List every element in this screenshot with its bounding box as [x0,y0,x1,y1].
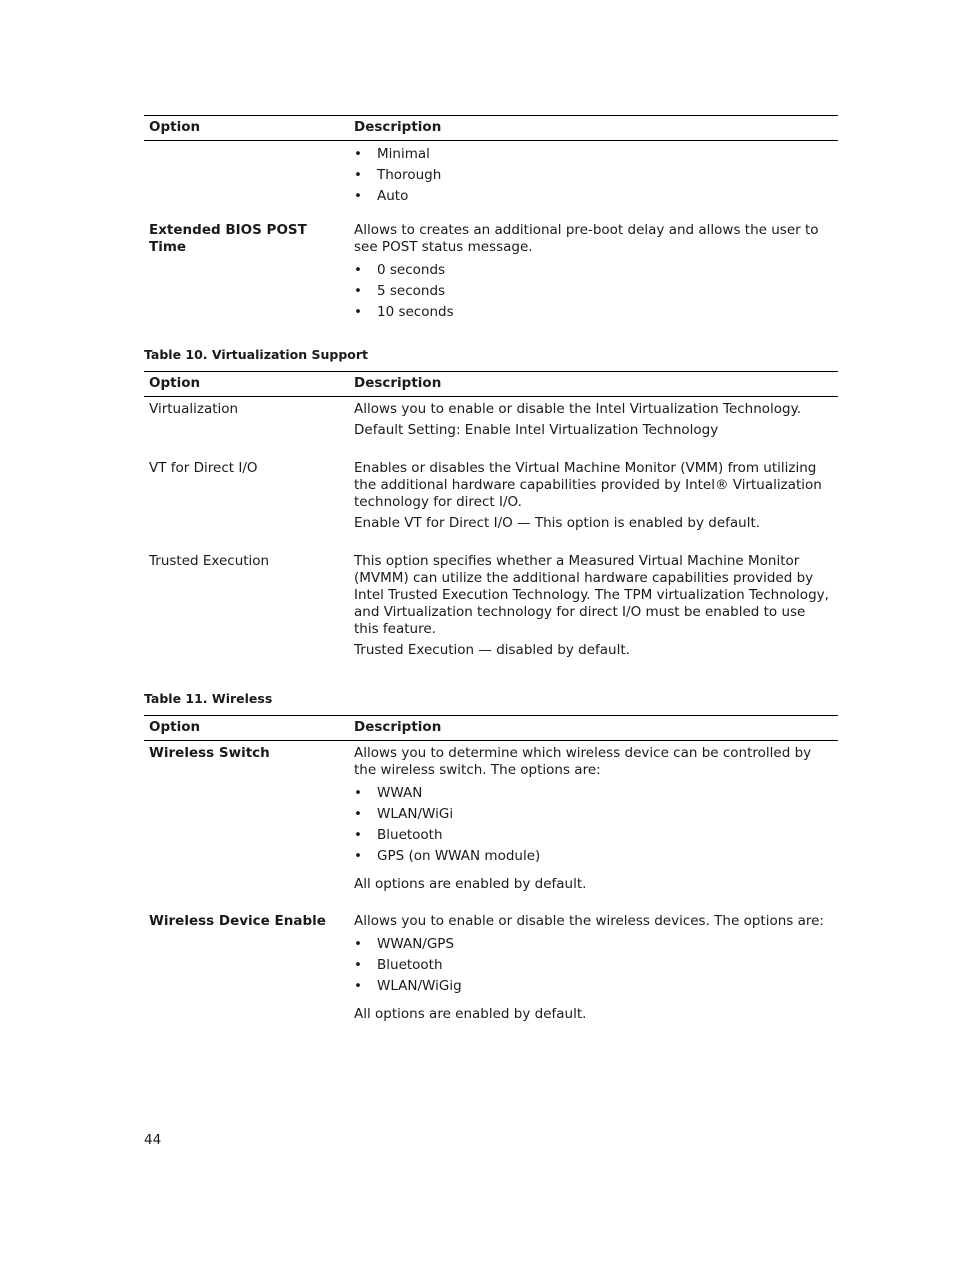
description-note: Trusted Execution — disabled by default. [354,642,630,658]
option-description [349,141,838,208]
virtualization-support-table [144,371,838,663]
table-header-row [144,116,838,141]
description-text: This option specifies whether a Measured Virtual Machine Monitor (MVMM) can utilize the additional hardware capabilities provided by Intel Trusted Execution Technology. The TPM virtualization Technology, and Virtualization technology for direct I/O must be enabled to use this feature. [354,553,829,637]
list-item: • Minimal [354,144,833,165]
list-item: • WLAN/WiGi [354,804,833,825]
option-name: VT for Direct I/O [149,460,258,476]
list-item: • Bluetooth [354,825,833,846]
description-note: All options are enabled by default. [354,1006,587,1022]
table-row [144,536,838,663]
page-number: 44 [144,1132,162,1148]
table-row [144,741,838,898]
description-note: All options are enabled by default. [354,876,587,892]
table-row [144,443,838,536]
option-description [349,443,838,536]
description-text: Allows to creates an additional pre-boot delay and allows the user to see POST status message. [354,222,819,255]
column-header-option: Option [144,116,349,141]
option-name: Wireless Device Enable [149,913,326,929]
option-name: Virtualization [149,401,239,417]
option-description [349,207,838,323]
wireless-table [144,715,838,1027]
option-name: Trusted Execution [149,553,270,569]
list-item: • WWAN/GPS [354,934,833,955]
description-note: Enable VT for Direct I/O — This option is enabled by default. [354,515,761,531]
description-text: Enables or disables the Virtual Machine Monitor (VMM) from utilizing the additional hardware capabilities provided by Intel® Virtualization technology for direct I/O. [354,460,822,510]
table-row [144,207,838,323]
option-description [349,741,838,898]
column-header-option: Option [144,372,349,397]
option-values-list [354,144,833,207]
table-caption: Table 11. Wireless [144,691,273,706]
column-header-option: Option [144,716,349,741]
option-name: Wireless Switch [149,745,270,761]
option-description [349,397,838,444]
list-item: • 0 seconds [354,260,833,281]
table-row [144,397,838,444]
list-item: • Bluetooth [354,955,833,976]
option-values-list [354,934,833,997]
description-text: Allows you to determine which wireless device can be controlled by the wireless switch. The options are: [354,745,812,778]
column-header-description: Description [349,372,838,397]
list-item: • 10 seconds [354,302,833,323]
description-text: Allows you to enable or disable the Intel Virtualization Technology. [354,401,801,417]
description-note: Default Setting: Enable Intel Virtualization Technology [354,422,719,438]
option-description [349,897,838,1027]
description-text: Allows you to enable or disable the wireless devices. The options are: [354,913,824,929]
list-item: • Thorough [354,165,833,186]
option-name: Extended BIOS POST Time [149,222,307,255]
option-values-list [354,260,833,323]
table-row [144,141,838,208]
table-header-row [144,716,838,741]
option-description [349,536,838,663]
list-item: • GPS (on WWAN module) [354,846,833,867]
table-row [144,897,838,1027]
table-caption: Table 10. Virtualization Support [144,347,369,362]
list-item: • WLAN/WiGig [354,976,833,997]
option-values-list [354,783,833,867]
list-item: • Auto [354,186,833,207]
page-content [144,115,838,1027]
options-table-continued [144,115,838,323]
column-header-description: Description [349,116,838,141]
list-item: • 5 seconds [354,281,833,302]
column-header-description: Description [349,716,838,741]
table-header-row [144,372,838,397]
option-name [144,141,349,208]
list-item: • WWAN [354,783,833,804]
